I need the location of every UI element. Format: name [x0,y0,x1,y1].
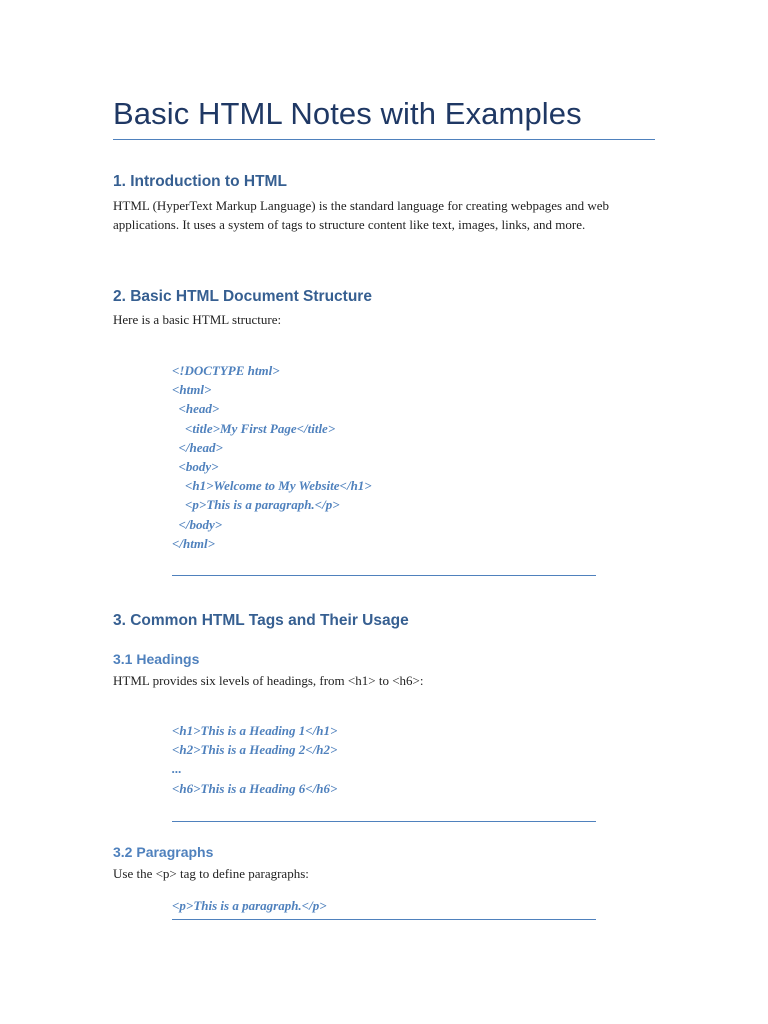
code-line: <p>This is a paragraph.</p> [172,497,340,513]
section-heading-structure: 2. Basic HTML Document Structure [113,288,372,305]
code-line: <h1>Welcome to My Website</h1> [172,478,372,494]
code-line: <html> [172,382,212,398]
code-line: ... [172,761,182,777]
code-line: <head> [172,401,220,417]
code-line: </body> [172,516,223,532]
section-heading-common-tags: 3. Common HTML Tags and Their Usage [113,612,409,629]
code-line: <h2>This is a Heading 2</h2> [172,742,338,758]
code-line: <!DOCTYPE html> [172,363,280,378]
code-block-paragraphs-rule [172,919,596,920]
code-block-structure [172,361,372,553]
document-title: Basic HTML Notes with Examples [113,96,582,131]
subsection-heading-paragraphs: 3.2 Paragraphs [113,844,214,860]
code-block-structure-rule [172,575,596,576]
code-block-paragraphs [172,896,327,915]
code-block-headings-rule [172,821,596,822]
code-block-headings [172,721,337,798]
code-line: <h1>This is a Heading 1</h1> [172,723,338,738]
code-line: <body> [172,458,219,474]
structure-paragraph: Here is a basic HTML structure: [113,312,282,327]
headings-paragraph: HTML provides six levels of headings, from <h1> to <h6>: [113,673,424,688]
section-heading-introduction: 1. Introduction to HTML [113,173,287,190]
introduction-paragraph: HTML (HyperText Markup Language) is the standard language for creating webpages and web applications. It uses a system of tags to structure content like text, images, links, and more. [113,198,610,233]
code-line: <h6>This is a Heading 6</h6> [172,780,338,796]
title-underline [113,139,655,140]
code-line: <p>This is a paragraph.</p> [172,898,327,913]
subsection-heading-headings: 3.1 Headings [113,651,200,667]
paragraphs-paragraph: Use the <p> tag to define paragraphs: [113,866,309,881]
code-line: </html> [172,535,215,551]
code-line: </head> [172,439,223,455]
code-line: <title>My First Page</title> [172,420,336,436]
